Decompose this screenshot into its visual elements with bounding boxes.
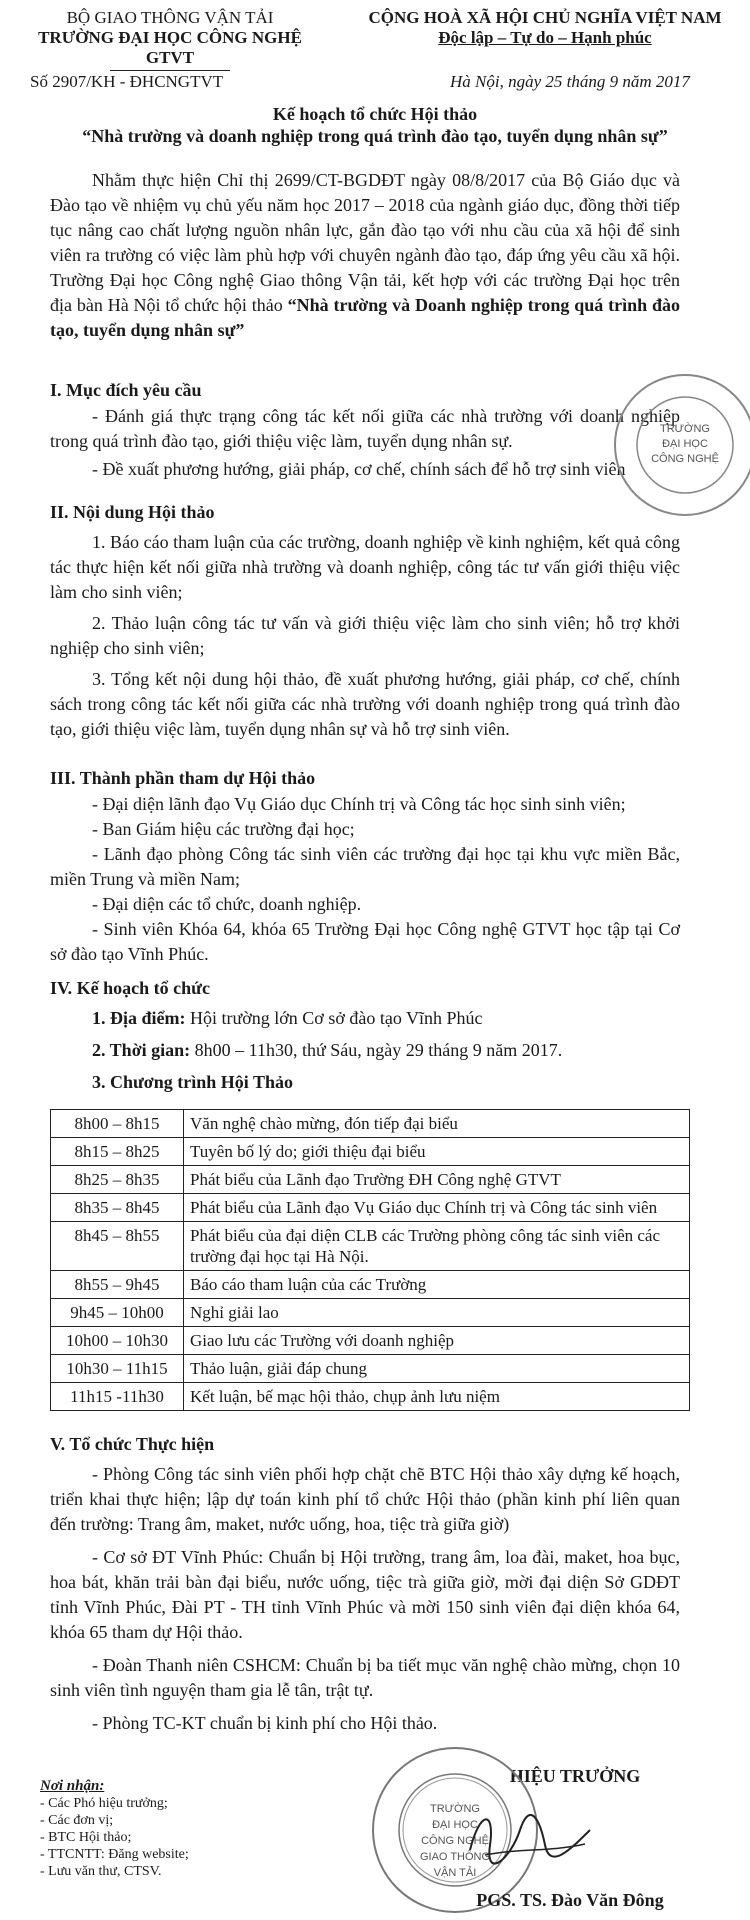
- intro-bold: “Nhà trường và Doanh nghiệp trong quá trình đào tạo, tuyển dụng nhân sự”: [50, 295, 680, 340]
- section-1-body: [50, 404, 680, 482]
- schedule-activity: Báo cáo tham luận của các Trường: [184, 1271, 690, 1299]
- nation-title: CỘNG HOÀ XÃ HỘI CHỦ NGHĨA VIỆT NAM: [368, 8, 722, 27]
- section-3-heading: III. Thành phần tham dự Hội thảo: [50, 768, 316, 788]
- ministry-name: BỘ GIAO THÔNG VẬN TẢI: [66, 8, 274, 27]
- schedule-time: 8h55 – 9h45: [51, 1271, 184, 1299]
- document-number: Số 2907/KH - ĐHCNGTVT: [30, 72, 224, 91]
- svg-text:TRƯỜNG: TRƯỜNG: [430, 1803, 480, 1815]
- svg-text:ĐẠI HỌC: ĐẠI HỌC: [662, 438, 708, 450]
- list-item: - Ban Giám hiệu các trường đại học;: [92, 819, 355, 839]
- place-date: Hà Nội, ngày 25 tháng 9 năm 2017: [450, 72, 690, 91]
- location-label: 1. Địa điểm:: [92, 1008, 186, 1028]
- list-item: - Phòng TC-KT chuẩn bị kinh phí cho Hội thảo.: [92, 1713, 438, 1733]
- svg-text:TRƯỜNG: TRƯỜNG: [660, 423, 710, 435]
- schedule-time: 8h15 – 8h25: [51, 1138, 184, 1166]
- svg-text:CÔNG NGHỆ: CÔNG NGHỆ: [651, 453, 719, 465]
- recipient-item: - Lưu văn thư, CTSV.: [40, 1864, 162, 1879]
- section-2-heading: II. Nội dung Hội thảo: [50, 502, 215, 522]
- schedule-activity: Tuyên bố lý do; giới thiệu đại biểu: [184, 1138, 690, 1166]
- table-row: [51, 1271, 690, 1299]
- svg-text:CÔNG NGHỆ: CÔNG NGHỆ: [421, 1835, 489, 1847]
- schedule-time: 8h00 – 8h15: [51, 1110, 184, 1138]
- schedule-activity: Văn nghệ chào mừng, đón tiếp đại biểu: [184, 1110, 690, 1138]
- intro-paragraph: [50, 168, 680, 343]
- list-item: - Lãnh đạo phòng Công tác sinh viên các trường đại học tại khu vực miền Bắc, miền Trung và miền Nam;: [50, 844, 680, 889]
- table-row: [51, 1222, 690, 1271]
- schedule-activity: Thảo luận, giải đáp chung: [184, 1355, 690, 1383]
- time-value: 8h00 – 11h30, thứ Sáu, ngày 29 tháng 9 năm 2017.: [194, 1040, 563, 1060]
- list-item: 1. Báo cáo tham luận của các trường, doanh nghiệp về kinh nghiệm, kết quả công tác thực hiện kết nối giữa nhà trường và doanh nghiệp, công tác tư vấn giới thiệu việc làm cho sinh viên;: [50, 532, 680, 602]
- table-row: [51, 1327, 690, 1355]
- schedule-time: 10h30 – 11h15: [51, 1355, 184, 1383]
- list-item: - Đại diện lãnh đạo Vụ Giáo dục Chính trị và Công tác học sinh sinh viên;: [92, 794, 626, 814]
- signer-title: HIỆU TRƯỞNG: [509, 1766, 641, 1786]
- schedule-activity: Phát biểu của Lãnh đạo Trường ĐH Công nghệ GTVT: [184, 1166, 690, 1194]
- table-row: [51, 1110, 690, 1138]
- list-item: - Đại diện các tổ chức, doanh nghiệp.: [92, 894, 362, 914]
- document-title: Kế hoạch tổ chức Hội thảo: [272, 104, 478, 124]
- list-item: 3. Tổng kết nội dung hội thảo, đề xuất phương hướng, giải pháp, cơ chế, chính sách trong công tác kết nối giữa các nhà trường với doanh nghiệp trong quá trình đào tạo, giới thiệu việc làm, tuyển dụng nhân sự và hỗ trợ sinh viên.: [50, 669, 680, 739]
- issuer-block: [20, 8, 320, 71]
- divider: [110, 70, 230, 71]
- schedule-time: 9h45 – 10h00: [51, 1299, 184, 1327]
- motto: Độc lập – Tự do – Hạnh phúc: [438, 28, 652, 47]
- recipients-block: [40, 1778, 189, 1880]
- recipient-item: - Các đơn vị;: [40, 1813, 114, 1828]
- list-item: - Sinh viên Khóa 64, khóa 65 Trường Đại học Công nghệ GTVT học tập tại Cơ sở đào tạo Vĩnh Phúc.: [50, 919, 680, 964]
- schedule-activity: Giao lưu các Trường với doanh nghiệp: [184, 1327, 690, 1355]
- schedule-activity: Kết luận, bế mạc hội thảo, chụp ảnh lưu niệm: [184, 1383, 690, 1411]
- intro-text: Nhằm thực hiện Chỉ thị 2699/CT-BGDĐT ngày 08/8/2017 của Bộ Giáo dục và Đào tạo về nhiệm vụ chủ yếu năm học 2017 – 2018 của ngành giáo dục, đồng thời tiếp tục nâng cao chất lượng nguồn nhân lực, gắn đào tạo với nhu cầu của xã hội để sinh viên ra trường có việc làm phù hợp với chuyên ngành đào tạo, đáp ứng yêu cầu xã hội. Trường Đại học Công nghệ Giao thông Vận tải, kết hợp với các trường Đại học trên địa bàn Hà Nội tổ chức hội thảo: [50, 170, 680, 315]
- svg-text:GIAO THÔNG: GIAO THÔNG: [419, 1851, 491, 1863]
- side-seal-icon: [610, 370, 750, 520]
- list-item: - Phòng Công tác sinh viên phối hợp chặt chẽ BTC Hội thảo xây dựng kế hoạch, triển khai thực hiện; lập dự toán kinh phí tổ chức Hội thảo (phần kinh phí liên quan đến trường: Trang âm, maket, nước uống, hoa, tiệc trà giữa giờ): [50, 1464, 680, 1534]
- list-item: 2. Thảo luận công tác tư vấn và giới thiệu việc làm cho sinh viên; hỗ trợ khởi nghiệp cho sinh viên;: [50, 613, 680, 658]
- schedule-table: [50, 1109, 690, 1411]
- recipients-heading: Nơi nhận:: [40, 1778, 105, 1794]
- svg-text:ĐẠI HỌC: ĐẠI HỌC: [432, 1819, 478, 1831]
- section-3-body: [50, 792, 680, 967]
- schedule-time: 11h15 -11h30: [51, 1383, 184, 1411]
- table-row: [51, 1383, 690, 1411]
- location-value: Hội trường lớn Cơ sở đào tạo Vĩnh Phúc: [190, 1008, 483, 1028]
- section-1-heading: I. Mục đích yêu cầu: [50, 380, 202, 400]
- schedule-time: 8h35 – 8h45: [51, 1194, 184, 1222]
- time-line: [92, 1038, 722, 1063]
- table-row: [51, 1138, 690, 1166]
- section-4-heading: IV. Kế hoạch tổ chức: [50, 978, 210, 998]
- schedule-time: 8h45 – 8h55: [51, 1222, 184, 1271]
- list-item: - Cơ sở ĐT Vĩnh Phúc: Chuẩn bị Hội trường, trang âm, loa đài, maket, hoa bục, hoa bát, khăn trải bàn đại biểu, nước uống, tiệc trà giữa giờ, mời đại diện Sở GDĐT tỉnh Vĩnh Phúc, Đài PT - TH tỉnh Vĩnh Phúc và mời 150 sinh viên đại diện khóa 64, khóa 65 tham dự Hội thảo.: [50, 1547, 680, 1642]
- section-5-body: [50, 1462, 680, 1736]
- recipient-item: - Các Phó hiệu trưởng;: [40, 1796, 168, 1811]
- list-item: - Đề xuất phương hướng, giải pháp, cơ chế, chính sách để hỗ trợ sinh viên: [92, 459, 626, 479]
- location-line: [92, 1006, 722, 1031]
- schedule-activity: Nghỉ giải lao: [184, 1299, 690, 1327]
- nation-block: [350, 8, 740, 48]
- time-label: 2. Thời gian:: [92, 1040, 191, 1060]
- program-heading: 3. Chương trình Hội Thảo: [92, 1072, 293, 1092]
- schedule-time: 8h25 – 8h35: [51, 1166, 184, 1194]
- table-row: [51, 1299, 690, 1327]
- signer-name: PGS. TS. Đào Văn Đông: [476, 1890, 664, 1910]
- table-row: [51, 1355, 690, 1383]
- schedule-activity: Phát biểu của đại diện CLB các Trường phòng công tác sinh viên các trường đại học tại Hà Nội.: [184, 1222, 690, 1271]
- svg-text:VẬN TẢI: VẬN TẢI: [433, 1867, 477, 1879]
- section-2-body: [50, 530, 680, 742]
- section-5-heading: V. Tổ chức Thực hiện: [50, 1434, 215, 1454]
- schedule-time: 10h00 – 10h30: [51, 1327, 184, 1355]
- list-item: - Đánh giá thực trạng công tác kết nối giữa các nhà trường với doanh nghiệp trong quá trình đào tạo, giới thiệu việc làm, tuyển dụng nhân sự.: [50, 406, 680, 451]
- recipient-item: - BTC Hội thảo;: [40, 1830, 132, 1845]
- document-subtitle: “Nhà trường và doanh nghiệp trong quá trình đào tạo, tuyển dụng nhân sự”: [82, 126, 668, 146]
- school-name: TRƯỜNG ĐẠI HỌC CÔNG NGHỆ GTVT: [38, 28, 302, 67]
- table-row: [51, 1166, 690, 1194]
- table-row: [51, 1194, 690, 1222]
- recipient-item: - TTCNTT: Đăng website;: [40, 1847, 189, 1862]
- signature-scribble-icon: [460, 1800, 600, 1870]
- list-item: - Đoàn Thanh niên CSHCM: Chuẩn bị ba tiết mục văn nghệ chào mừng, chọn 10 sinh viên tình nguyện tham gia lễ tân, trật tự.: [50, 1655, 680, 1700]
- schedule-activity: Phát biểu của Lãnh đạo Vụ Giáo dục Chính trị và Công tác sinh viên: [184, 1194, 690, 1222]
